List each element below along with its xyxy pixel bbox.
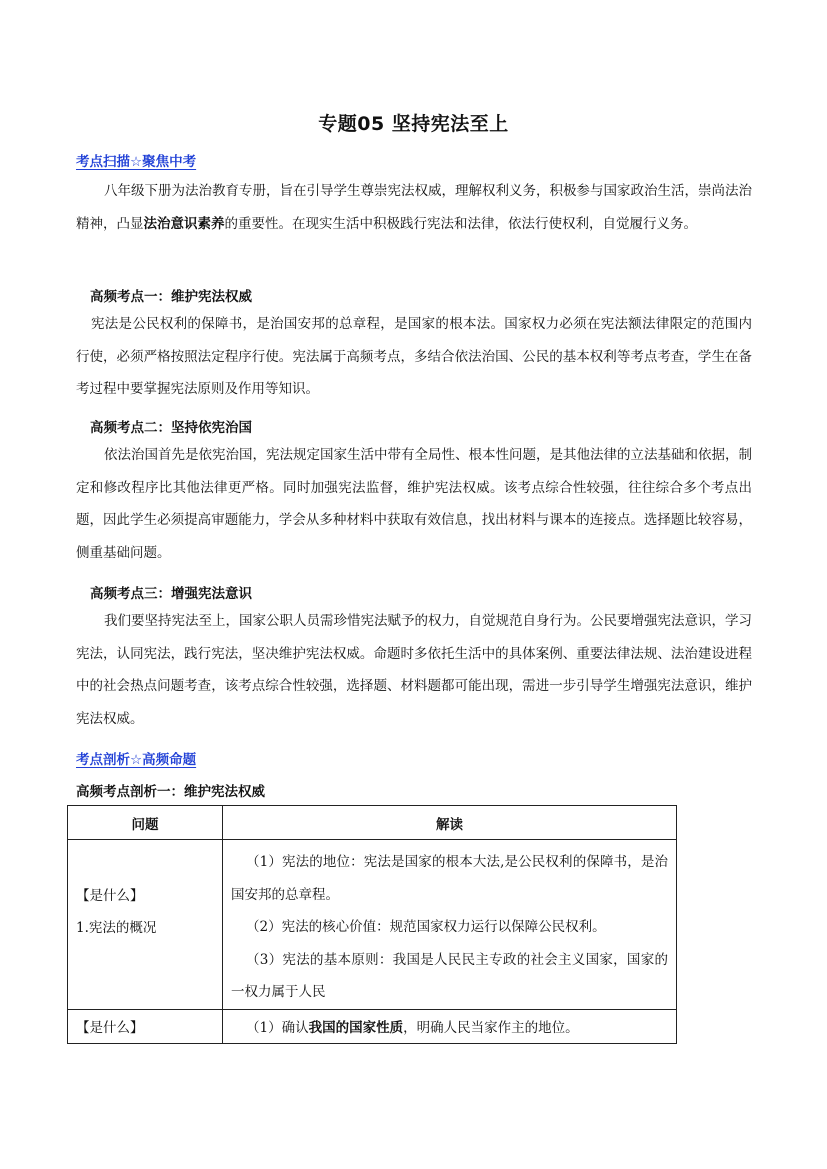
point-heading-2: 高频考点二：坚持依宪治国 <box>90 420 252 436</box>
interpretation-item-3: （3）宪法的基本原则：我国是人民民主专政的社会主义国家，国家的一权力属于人民 <box>231 951 668 1000</box>
intro-paragraph <box>76 175 752 240</box>
intro-text-start: 八年级下册为法治教育专册，旨在引导学生尊崇宪法权威，理解权利义务，积极参与国家政治生活，崇尚法治精神，凸显 <box>76 183 752 232</box>
analysis-heading: 高频考点剖析一：维护宪法权威 <box>76 784 265 800</box>
section-link-exam-scan[interactable]: 考点扫描☆聚焦中考 <box>76 154 197 170</box>
question-tag: 【是什么】 <box>76 888 144 904</box>
table-cell-interpretation <box>223 840 677 1010</box>
interpretation-item-1: （1）宪法的地位：宪法是国家的根本大法,是公民权利的保障书，是治国安邦的总章程。 <box>231 854 668 903</box>
point-paragraph-2: 依法治国首先是依宪治国，宪法规定国家生活中带有全局性、根本性问题，是其他法律的立法基础和依据，制定和修改程序比其他法律更严格。同时加强宪法监督，维护宪法权威。该考点综合性较强，往往综合多个考点出题，因此学生必须提高审题能力，学会从多种材料中获取有效信息，找出材料与课本的连接点。选择题比较容易，侧重基础问题。 <box>76 447 752 561</box>
section-link-analysis[interactable]: 考点剖析☆高频命题 <box>76 752 197 768</box>
table-header-interpretation: 解读 <box>223 806 677 840</box>
point-paragraph-1: 宪法是公民权利的保障书，是治国安邦的总章程，是国家的根本法。国家权力必须在宪法额法律限定的范围内行使，必须严格按照法定程序行使。宪法属于高频考点，多结合依法治国、公民的基本权利等考点考查，学生在备考过程中要掌握宪法原则及作用等知识。 <box>76 316 752 397</box>
analysis-table <box>67 805 677 1044</box>
point-heading-1: 高频考点一：维护宪法权威 <box>90 289 252 305</box>
intro-text-end: 的重要性。在现实生活中积极践行宪法和法律，依法行使权利，自觉履行义务。 <box>224 215 697 232</box>
point-heading-3: 高频考点三：增强宪法意识 <box>90 586 252 602</box>
table-header-row <box>68 806 677 840</box>
table-cell-interpretation <box>223 1009 677 1043</box>
item-bold-term: 我国的国家性质 <box>308 1019 404 1036</box>
item-text-end: ，明确人民当家作主的地位。 <box>403 1019 579 1036</box>
question-tag: 【是什么】 <box>76 1019 144 1036</box>
interpretation-item-2: （2）宪法的核心价值：规范国家权力运行以保障公民权利。 <box>246 919 606 935</box>
table-header-question: 问题 <box>68 806 223 840</box>
question-topic: 1.宪法的概况 <box>76 920 157 936</box>
table-row <box>68 1009 677 1043</box>
point-paragraph-3: 我们要坚持宪法至上，国家公职人员需珍惜宪法赋予的权力，自觉规范自身行为。公民要增强宪法意识，学习宪法，认同宪法，践行宪法，坚决维护宪法权威。命题时多依托生活中的具体案例、重要法律法规、法治建设进程中的社会热点问题考查，该考点综合性较强，选择题、材料题都可能出现，需进一步引导学生增强宪法意识，维护宪法权威。 <box>76 613 752 727</box>
table-row <box>68 840 677 1010</box>
intro-bold-term: 法治意识素养 <box>143 215 225 232</box>
item-text-start: （1）确认 <box>246 1019 309 1036</box>
document-title: 专题05 坚持宪法至上 <box>318 113 509 135</box>
interpretation-item-1 <box>231 1014 668 1042</box>
table-cell-question <box>68 1009 223 1043</box>
table-cell-question <box>68 840 223 1010</box>
